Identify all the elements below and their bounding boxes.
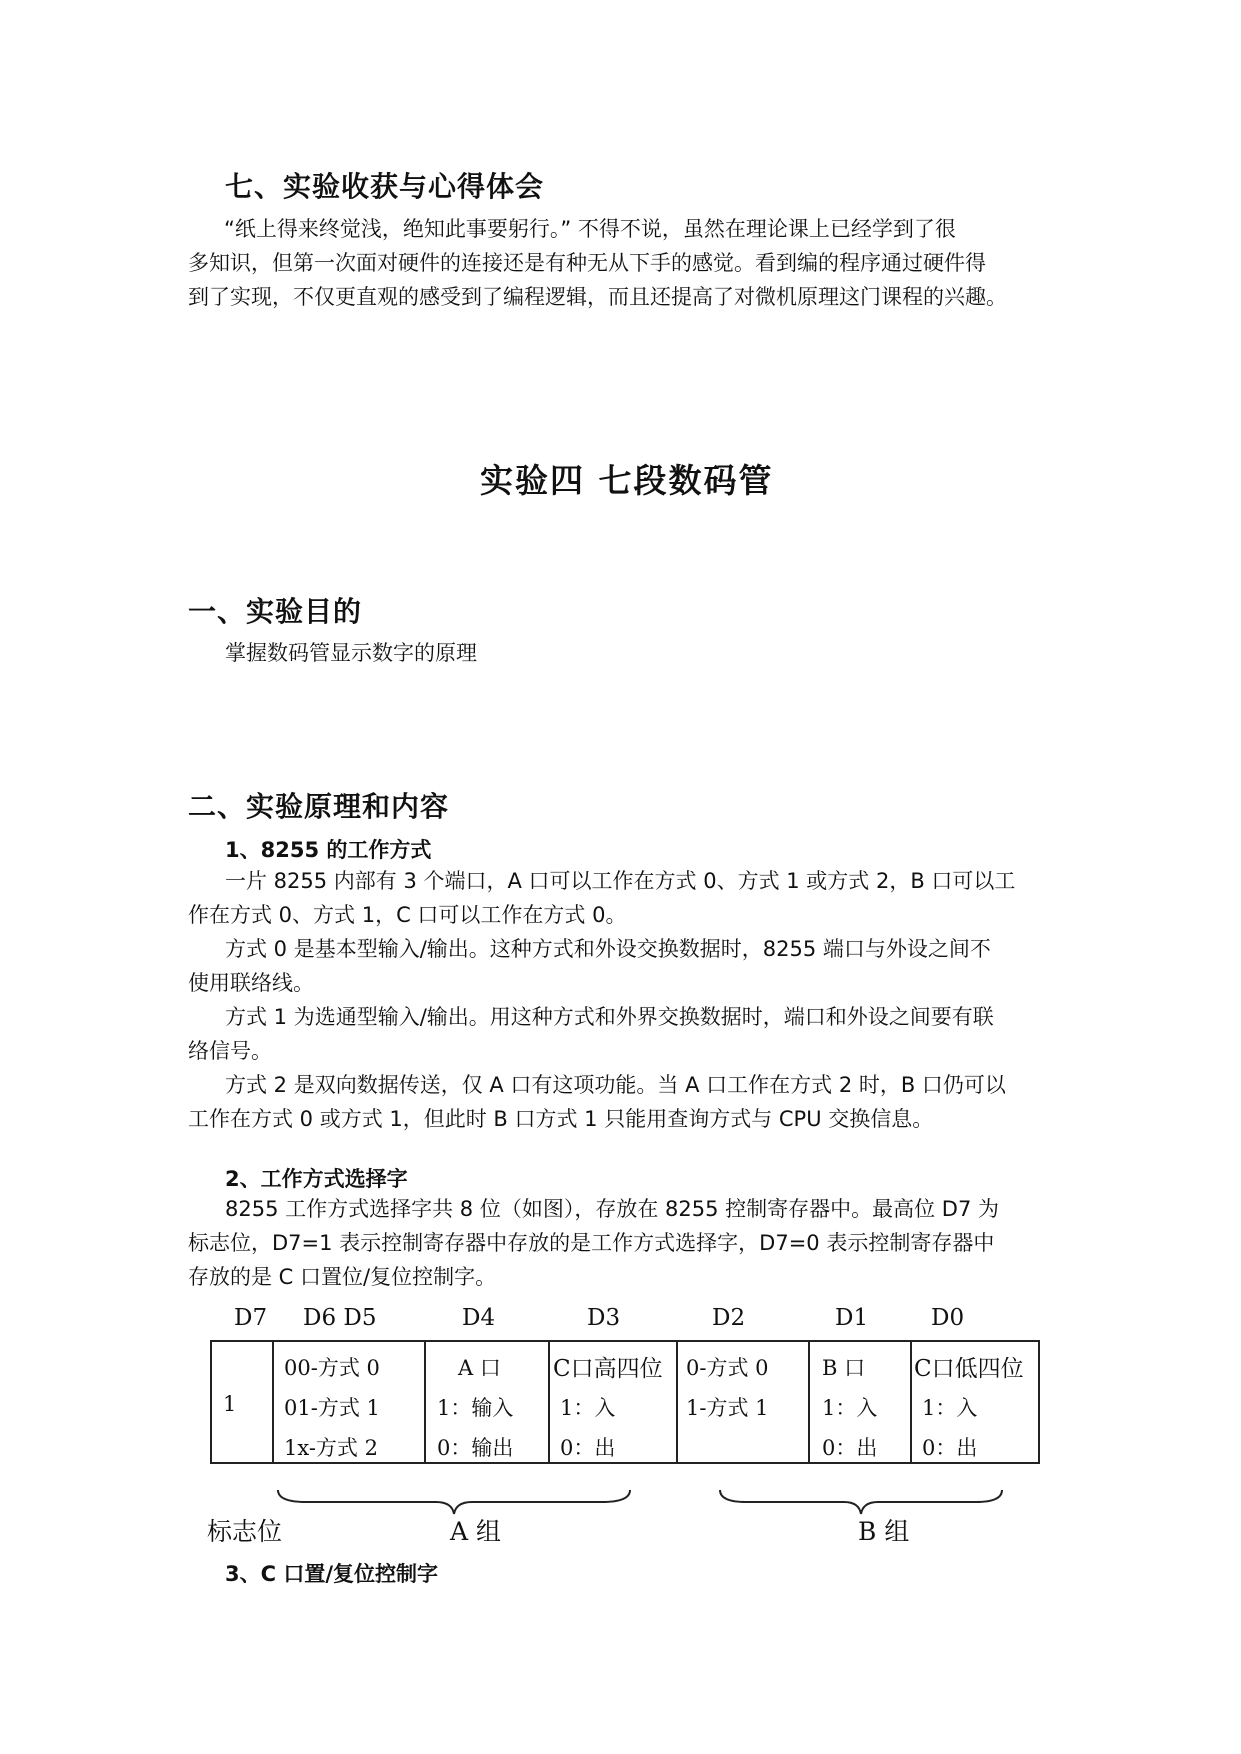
paragraph-line: 标志位，D7=1 表示控制寄存器中存放的是工作方式选择字，D7=0 表示控制寄存器中 (188, 1231, 995, 1255)
paragraph-line: 到了实现，不仅更直观的感受到了编程逻辑，而且还提高了对微机原理这门课程的兴趣。 (188, 285, 1007, 309)
flag-bit-label: 标志位 (207, 1517, 283, 1546)
table-cell: 0：出 (922, 1436, 978, 1460)
bit-label-d3: D3 (587, 1305, 621, 1331)
group-b-label: B 组 (858, 1517, 910, 1546)
column-divider (910, 1340, 912, 1464)
column-divider (676, 1340, 678, 1464)
objective-text: 掌握数码管显示数字的原理 (225, 641, 477, 665)
paragraph-line: 使用联络线。 (188, 971, 314, 995)
bit-label-d4: D4 (462, 1305, 496, 1331)
column-divider (424, 1340, 426, 1464)
table-cell: 1x-方式 2 (284, 1436, 378, 1460)
table-cell: 0：输出 (437, 1436, 514, 1460)
table-cell: A 口 (458, 1356, 501, 1380)
experiment-title: 实验四 七段数码管 (480, 461, 774, 500)
paragraph-line: 8255 工作方式选择字共 8 位（如图），存放在 8255 控制寄存器中。最高位 D7 为 (225, 1197, 1000, 1221)
paragraph-line: “纸上得来终觉浅，绝知此事要躬行。” 不得不说，虽然在理论课上已经学到了很 (224, 217, 956, 241)
paragraph-line: 一片 8255 内部有 3 个端口，A 口可以工作在方式 0、方式 1 或方式 2，B 口可以工 (225, 869, 1016, 893)
bit-label-d7: D7 (234, 1305, 268, 1331)
paragraph-line: 方式 2 是双向数据传送，仅 A 口有这项功能。当 A 口工作在方式 2 时，B 口仍可以 (225, 1073, 1006, 1097)
column-divider (548, 1340, 550, 1464)
column-divider (808, 1340, 810, 1464)
paragraph-line: 方式 0 是基本型输入/输出。这种方式和外设交换数据时，8255 端口与外设之间不 (225, 937, 991, 961)
table-cell: 0：出 (822, 1436, 878, 1460)
paragraph-line: 存放的是 C 口置位/复位控制字。 (188, 1265, 497, 1289)
subheading-1: 1、8255 的工作方式 (225, 838, 432, 862)
paragraph-line: 方式 1 为选通型输入/输出。用这种方式和外界交换数据时，端口和外设之间要有联 (225, 1005, 994, 1029)
table-cell: 00-方式 0 (284, 1356, 380, 1380)
bit-label-d0: D0 (931, 1305, 965, 1331)
bit-label-d2: D2 (712, 1305, 746, 1331)
section-heading-1: 一、实验目的 (188, 595, 363, 628)
paragraph-line: 络信号。 (188, 1039, 272, 1063)
group-a-label: A 组 (450, 1517, 502, 1546)
table-cell: B 口 (822, 1356, 866, 1380)
bit-label-d1: D1 (835, 1305, 869, 1331)
paragraph-line: 工作在方式 0 或方式 1，但此时 B 口方式 1 只能用查询方式与 CPU 交换信息。 (188, 1107, 934, 1131)
table-cell: 1：输入 (437, 1396, 514, 1420)
table-cell: C口低四位 (914, 1356, 1024, 1382)
subheading-3: 3、C 口置/复位控制字 (225, 1562, 439, 1586)
column-divider (272, 1340, 274, 1464)
table-cell: 0-方式 0 (686, 1356, 769, 1380)
paragraph-line: 多知识，但第一次面对硬件的连接还是有种无从下手的感觉。看到编的程序通过硬件得 (188, 251, 986, 275)
table-cell: 1：入 (822, 1396, 878, 1420)
table-cell: 01-方式 1 (284, 1396, 380, 1420)
section-heading-2: 二、实验原理和内容 (188, 790, 450, 823)
section-heading-7: 七、实验收获与心得体会 (225, 170, 545, 203)
paragraph-line: 作在方式 0、方式 1，C 口可以工作在方式 0。 (188, 903, 627, 927)
table-cell: 1：入 (560, 1396, 616, 1420)
table-cell: 1：入 (922, 1396, 978, 1420)
flag-bit-value: 1 (223, 1392, 237, 1416)
table-cell: 1-方式 1 (686, 1396, 769, 1420)
bit-label-d6d5: D6 D5 (303, 1305, 377, 1331)
table-cell: 0：出 (560, 1436, 616, 1460)
subheading-2: 2、工作方式选择字 (225, 1167, 408, 1191)
table-cell: C口高四位 (553, 1356, 663, 1382)
